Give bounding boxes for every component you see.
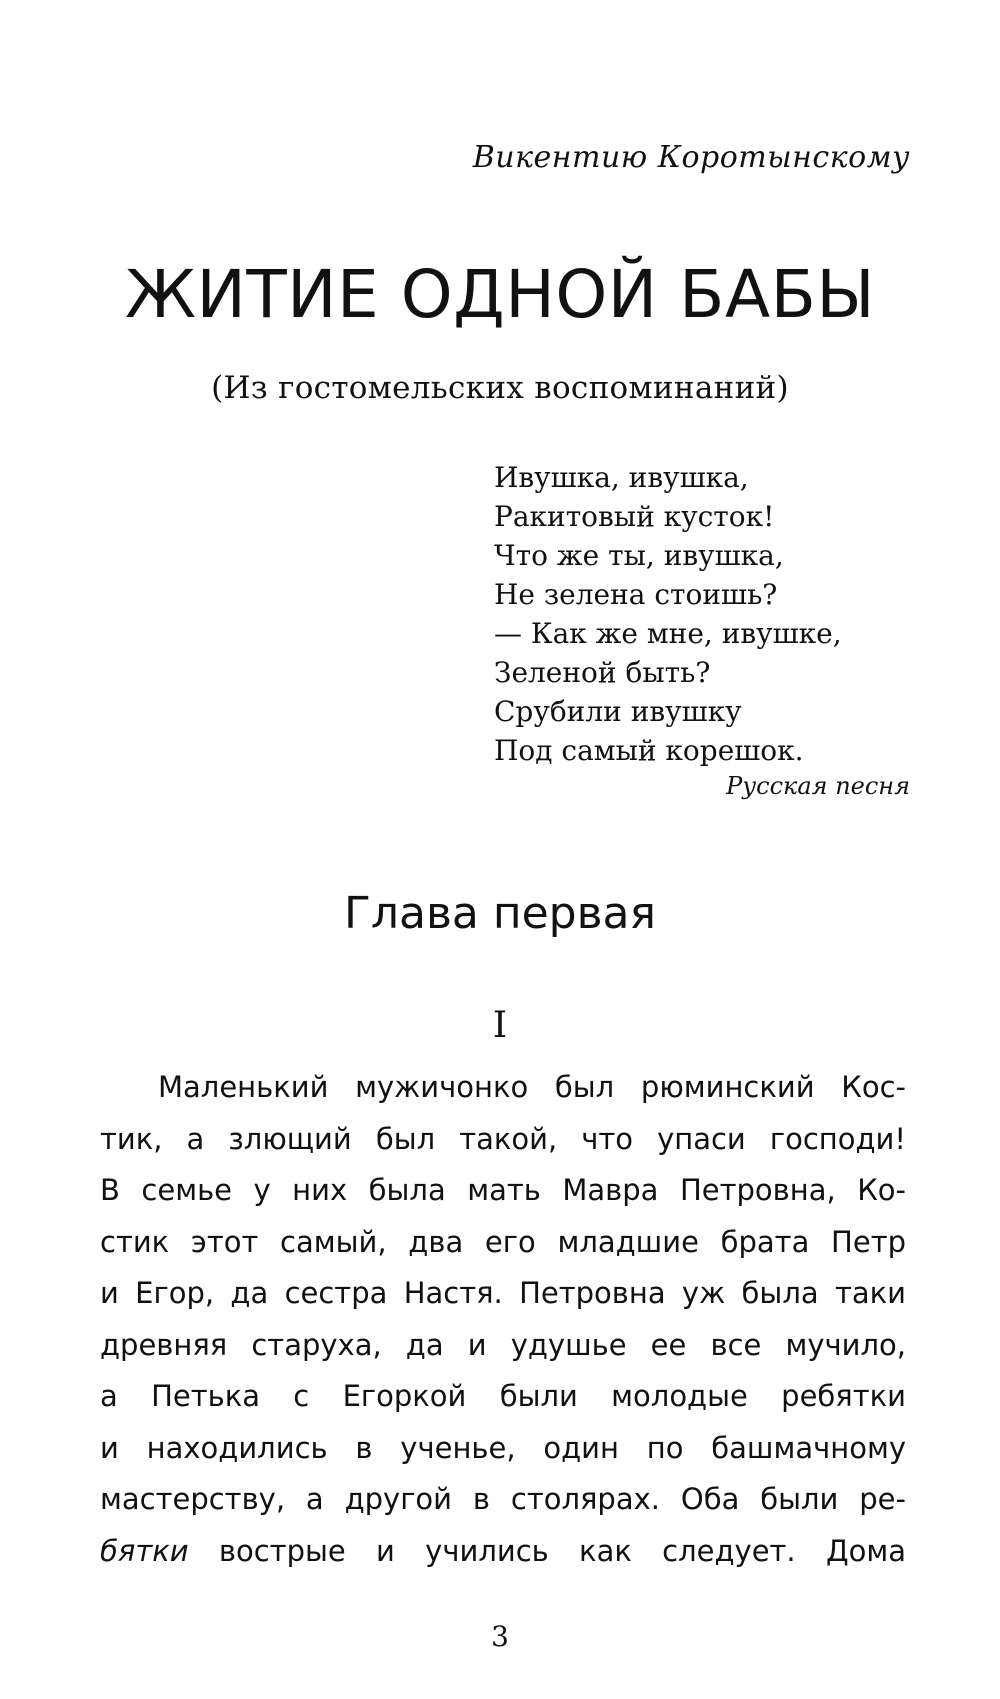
epigraph-source: Русская песня [726,772,910,800]
story-title: ЖИТИЕ ОДНОЙ БАБЫ [124,256,876,333]
body-line-last [100,1526,906,1578]
epigraph-line: Под самый корешок. [494,734,804,767]
body-line: тик, а злющий был такой, что упаси господи! [100,1121,906,1156]
body-line: мастерству, а другой в столярах. Оба были ре- [100,1482,906,1516]
section-number: I [492,1005,508,1046]
body-line: древняя старуха, да и удушье ее все мучило, [100,1327,906,1362]
italic-word: бятки [100,1533,189,1568]
body-line: стик этот самый, два его младшие брата Петр [100,1224,906,1259]
epigraph-line: — Как же мне, ивушке, [494,617,842,650]
body-line: и находились в ученье, один по башмачному [100,1430,906,1465]
epigraph-line: Зеленой быть? [494,656,711,689]
body-line: В семье у них была мать Мавра Петровна, Ко- [100,1173,906,1207]
epigraph-line: Срубили ивушку [494,695,742,728]
body-line-rest: вострые и учились как следует. Дома [188,1533,906,1568]
epigraph-line: Ракитовый кусток! [494,500,775,533]
epigraph [494,458,842,770]
body-text [100,1062,906,1577]
body-line: а Петька с Егоркой были молодые ребятки [100,1379,906,1413]
body-line: Маленький мужичонко был рюминский Кос- [158,1070,906,1104]
dedication: Викентию Коротынскому [472,140,910,175]
epigraph-line: Не зелена стоишь? [494,578,778,611]
story-subtitle: (Из гостомельских воспоминаний) [211,370,789,406]
chapter-title: Глава первая [344,888,656,939]
epigraph-line: Ивушка, ивушка, [494,461,749,494]
page-number: 3 [491,1620,509,1653]
body-line: и Егор, да сестра Настя. Петровна уж была таки [100,1276,906,1310]
epigraph-line: Что же ты, ивушка, [494,539,784,572]
